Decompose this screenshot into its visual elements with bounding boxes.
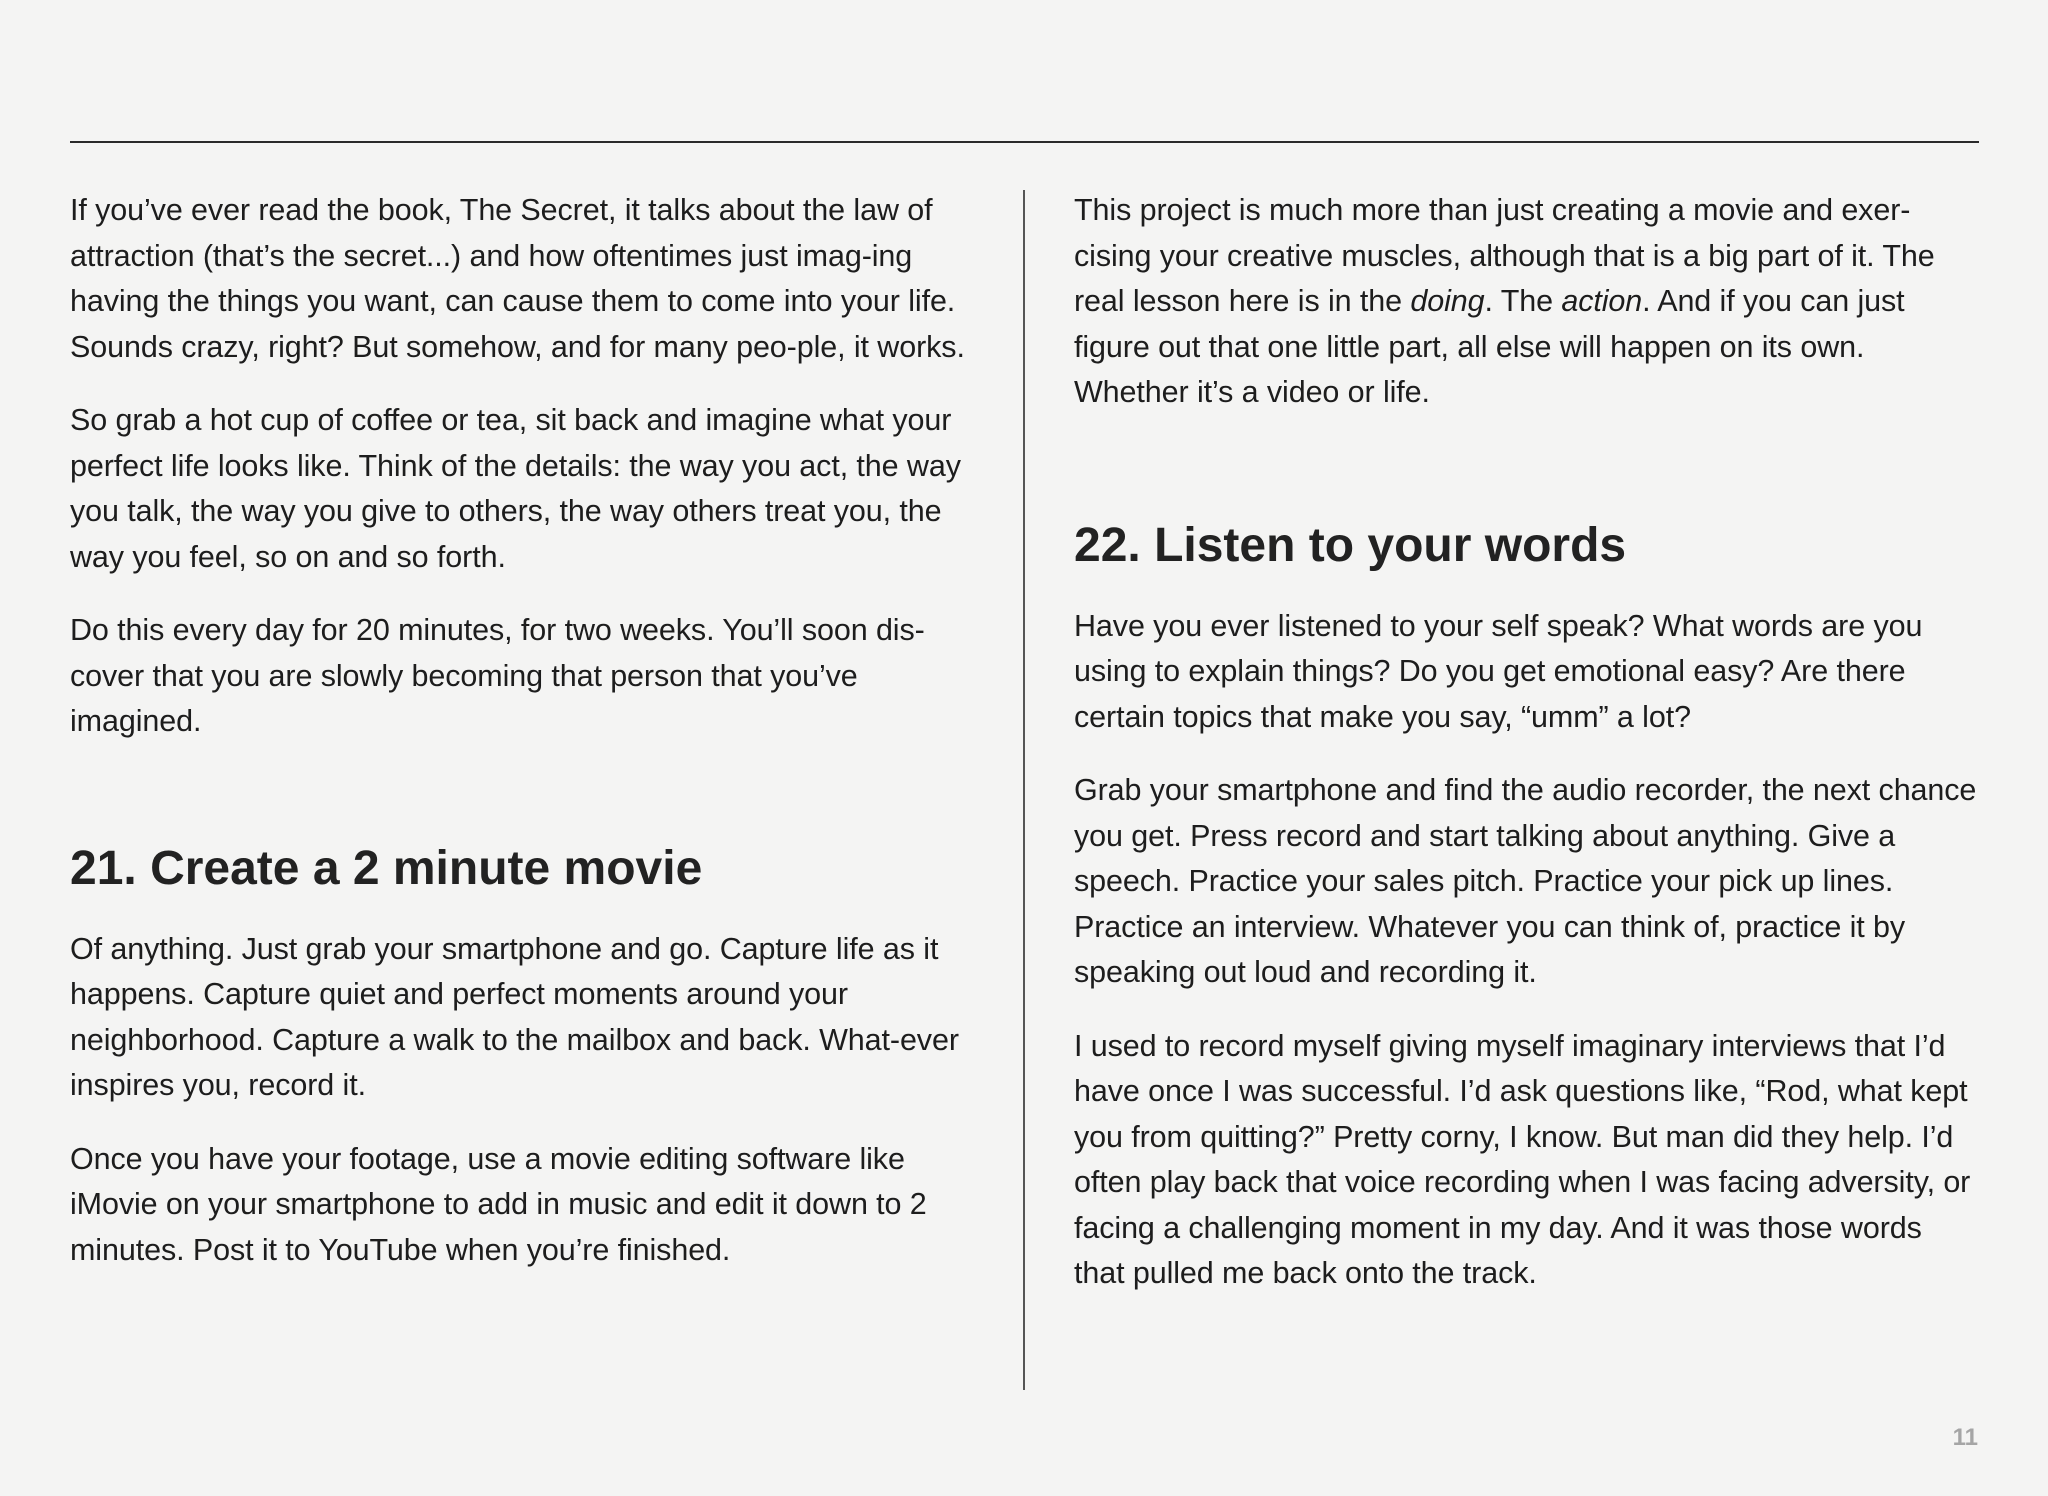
paragraph-project-lesson xyxy=(1074,188,1979,416)
paragraph-audio-recorder: Grab your smartphone and find the audio recorder, the next chance you get. Press record and start talking about anything. Give a speech. Practice your sales pitch. Practice your pick up lines. Practice an interview. Whatever you can think of, practice it by speaking out loud and recording it. xyxy=(1074,773,1977,989)
paragraph-imagine: So grab a hot cup of coffee or tea, sit back and imagine what your perfect life looks like. Think of the details: the way you act, the way you talk, the way you give to others, the way others treat you, the way you feel, so on and so forth. xyxy=(70,403,961,574)
left-column xyxy=(70,188,975,1273)
section-heading-21: 21. Create a 2 minute movie xyxy=(70,841,703,895)
paragraph-imaginary-interviews: I used to record myself giving myself imaginary interviews that I’d have once I was successful. I’d ask questions like, “Rod, what kept you from quitting?” Pretty corny, I know. But man did they help. I’d often play back that voice recording when I was facing adversity, or facing a challenging moment in my day. And it was those words that pulled me back onto the track. xyxy=(1074,1028,1971,1290)
page-number: 11 xyxy=(1952,1424,1978,1451)
right-column xyxy=(1074,188,1979,1297)
paragraph-the-secret: If you’ve ever read the book, The Secret, it talks about the law of attraction (that’s the secret...) and how oftentimes just imag-ing having the things you want, can cause them to come into your life. Sounds crazy, right? But somehow, and for many peo-ple, it works. xyxy=(70,193,965,364)
text-span: This project is much more than just creating a movie and exer-cising your creative muscles, although that is a big part of it. The real lesson here is in the xyxy=(1074,193,1935,318)
text-span: . And if you can just figure out that one little part, all else will happen on its own. Whether it’s a video or life. xyxy=(1074,284,1905,409)
text-span: . The xyxy=(1484,284,1562,318)
paragraph-edit-footage: Once you have your footage, use a movie editing software like iMovie on your smartphone to add in music and edit it down to 2 minutes. Post it to YouTube when you’re finished. xyxy=(70,1141,927,1267)
emphasis-doing: doing xyxy=(1410,284,1485,318)
paragraph-capture-life: Of anything. Just grab your smartphone and go. Capture life as it happens. Capture quiet and perfect moments around your neighborhood. Capture a walk to the mailbox and back. What-ever inspires you, record it. xyxy=(70,931,959,1102)
paragraph-listen-self: Have you ever listened to your self speak? What words are you using to explain things? Do you get emotional easy? Are there certain topics that make you say, “umm” a lot? xyxy=(1074,608,1923,734)
column-divider xyxy=(1023,190,1025,1390)
section-heading-22: 22. Listen to your words xyxy=(1074,518,1627,572)
emphasis-action: action xyxy=(1561,284,1643,318)
paragraph-daily-practice: Do this every day for 20 minutes, for two weeks. You’ll soon dis-cover that you are slowly becoming that person that you’ve imagined. xyxy=(70,613,925,738)
header-rule xyxy=(70,141,1979,143)
